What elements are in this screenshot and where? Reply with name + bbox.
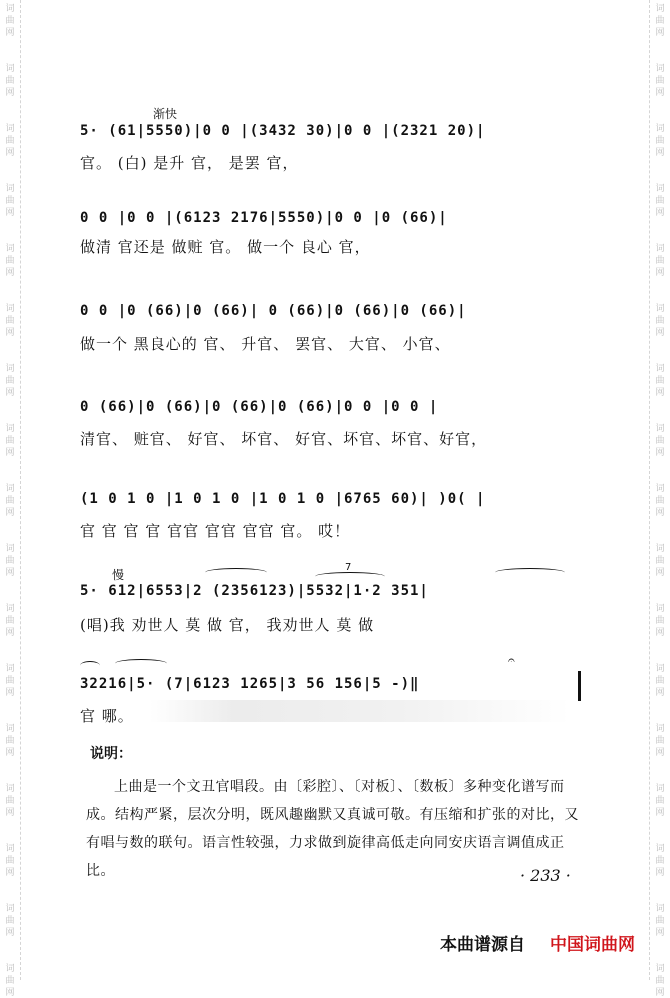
lyrics-line-6: (唱)我 劝世人 莫 做 官， 我劝世人 莫 做: [80, 616, 375, 634]
watermark-glyph: 曲: [655, 856, 665, 866]
watermark-glyph: 曲: [5, 256, 15, 266]
watermark-glyph: 网: [5, 568, 15, 578]
watermark-glyph: 词: [655, 184, 665, 194]
watermark-glyph: 曲: [655, 436, 665, 446]
watermark-glyph: 网: [655, 148, 665, 158]
lyrics-line-2: 做清 官还是 做赃 官。 做一个 良心 官，: [80, 238, 371, 256]
watermark-glyph: 曲: [655, 256, 665, 266]
watermark-glyph: 词: [5, 724, 15, 734]
scan-smudge: [150, 700, 570, 722]
watermark-glyph: 网: [5, 328, 15, 338]
watermark-glyph: 词: [655, 304, 665, 314]
watermark-glyph: 曲: [5, 136, 15, 146]
watermark-glyph: 网: [655, 28, 665, 38]
watermark-glyph: 词: [655, 964, 665, 974]
tempo-marking-slow: 慢: [112, 568, 125, 582]
watermark-glyph: 曲: [5, 556, 15, 566]
watermark-glyph: 词: [655, 844, 665, 854]
tempo-marking-accelerando: 渐快: [153, 107, 178, 121]
watermark-glyph: 曲: [5, 976, 15, 986]
source-label: 本曲谱源自: [440, 935, 525, 955]
watermark-glyph: 曲: [5, 796, 15, 806]
watermark-glyph: 网: [655, 748, 665, 758]
lyrics-line-1: 官。 (白) 是升 官， 是罢 官，: [80, 154, 299, 172]
watermark-glyph: 曲: [5, 916, 15, 926]
watermark-glyph: 曲: [5, 496, 15, 506]
slur-mark: [115, 659, 167, 668]
watermark-glyph: 曲: [655, 496, 665, 506]
source-brand-link[interactable]: 中国词曲网: [550, 935, 635, 955]
watermark-glyph: 曲: [5, 376, 15, 386]
slur-mark: [80, 661, 100, 670]
slur-mark: [205, 568, 267, 577]
watermark-glyph: 曲: [655, 196, 665, 206]
watermark-glyph: 网: [655, 88, 665, 98]
watermark-glyph: 词: [655, 664, 665, 674]
lyrics-line-4: 清官、 赃官、 好官、 坏官、 好官、坏官、坏官、好官，: [80, 430, 488, 448]
notation-line-7: 32216|5· (7|6123 1265|3 56 156|5 -)‖: [80, 676, 420, 692]
watermark-glyph: 网: [5, 868, 15, 878]
tuplet-number: 7: [345, 562, 352, 573]
watermark-glyph: 网: [5, 928, 15, 938]
watermark-glyph: 词: [655, 4, 665, 14]
watermark-glyph: 曲: [5, 616, 15, 626]
watermark-glyph: 词: [5, 544, 15, 554]
watermark-glyph: 词: [655, 544, 665, 554]
watermark-glyph: 网: [5, 148, 15, 158]
watermark-glyph: 词: [5, 964, 15, 974]
watermark-glyph: 曲: [655, 796, 665, 806]
watermark-glyph: 词: [655, 484, 665, 494]
watermark-glyph: 网: [655, 328, 665, 338]
watermark-glyph: 词: [5, 844, 15, 854]
watermark-glyph: 曲: [655, 736, 665, 746]
watermark-glyph: 词: [5, 124, 15, 134]
watermark-glyph: 词: [5, 64, 15, 74]
notation-line-4: 0 (66)|0 (66)|0 (66)|0 (66)|0 0 |0 0 |: [80, 399, 439, 415]
watermark-glyph: 网: [5, 748, 15, 758]
watermark-glyph: 网: [5, 448, 15, 458]
watermark-glyph: 词: [5, 424, 15, 434]
watermark-glyph: 词: [5, 484, 15, 494]
fermata-mark: 𝄐: [508, 653, 515, 667]
watermark-glyph: 网: [5, 508, 15, 518]
watermark-glyph: 词: [655, 64, 665, 74]
slur-mark: [315, 572, 385, 581]
lyrics-line-5: 官 官 官 官 官官 官官 官官 官。 哎！: [80, 522, 351, 540]
watermark-glyph: 词: [655, 784, 665, 794]
notation-line-6: 5· 612|6553|2 (2356123)|5532|1·2 351|: [80, 583, 429, 599]
watermark-glyph: 网: [5, 688, 15, 698]
watermark-glyph: 网: [655, 988, 665, 998]
watermark-glyph: 网: [655, 868, 665, 878]
notes-body: 上曲是一个文丑官唱段。由〔彩腔〕、〔对板〕、〔数板〕多种变化谱写而成。结构严紧，层次分明，既风趣幽默又真诚可敬。有压缩和扩张的对比，又有唱与数的联句。语言性较强，力求做到旋律高低走向同安庆语言调值成正比。: [86, 779, 579, 879]
watermark-glyph: 曲: [5, 196, 15, 206]
notation-line-1: 5· (61|5550)|0 0 |(3432 30)|0 0 |(2321 20)|: [80, 123, 486, 139]
watermark-glyph: 词: [5, 364, 15, 374]
watermark-glyph: 词: [655, 724, 665, 734]
watermark-glyph: 网: [655, 508, 665, 518]
watermark-glyph: 曲: [5, 76, 15, 86]
watermark-glyph: 词: [655, 124, 665, 134]
watermark-glyph: 词: [5, 784, 15, 794]
watermark-glyph: 曲: [655, 976, 665, 986]
watermark-glyph: 网: [5, 28, 15, 38]
lyrics-line-7: 官 哪。: [80, 707, 134, 725]
watermark-glyph: 词: [5, 604, 15, 614]
watermark-glyph: 曲: [655, 316, 665, 326]
watermark-glyph: 曲: [5, 436, 15, 446]
watermark-glyph: 网: [5, 268, 15, 278]
watermark-glyph: 曲: [5, 856, 15, 866]
watermark-glyph: 网: [5, 388, 15, 398]
watermark-glyph: 曲: [655, 16, 665, 26]
watermark-glyph: 网: [655, 928, 665, 938]
slur-mark: [495, 568, 565, 577]
watermark-glyph: 词: [5, 184, 15, 194]
notes-heading: 说明：: [90, 746, 132, 762]
notation-line-2: 0 0 |0 0 |(6123 2176|5550)|0 0 |0 (66)|: [80, 210, 448, 226]
watermark-glyph: 曲: [655, 676, 665, 686]
watermark-glyph: 词: [5, 904, 15, 914]
watermark-glyph: 词: [655, 604, 665, 614]
watermark-glyph: 曲: [655, 136, 665, 146]
notation-line-3: 0 0 |0 (66)|0 (66)| 0 (66)|0 (66)|0 (66)|: [80, 303, 467, 319]
watermark-glyph: 网: [655, 208, 665, 218]
right-margin-watermark: [649, 0, 670, 998]
page-number: · 233 ·: [520, 866, 571, 885]
final-barline: [578, 671, 581, 701]
watermark-glyph: 曲: [655, 556, 665, 566]
watermark-glyph: 曲: [5, 676, 15, 686]
watermark-glyph: 曲: [5, 316, 15, 326]
watermark-glyph: 网: [655, 628, 665, 638]
watermark-glyph: 词: [5, 664, 15, 674]
watermark-glyph: 曲: [655, 916, 665, 926]
watermark-glyph: 词: [655, 904, 665, 914]
watermark-glyph: 词: [5, 244, 15, 254]
watermark-glyph: 曲: [655, 76, 665, 86]
watermark-glyph: 网: [5, 808, 15, 818]
watermark-glyph: 词: [5, 4, 15, 14]
watermark-glyph: 网: [655, 268, 665, 278]
watermark-glyph: 词: [655, 424, 665, 434]
watermark-glyph: 曲: [655, 616, 665, 626]
watermark-glyph: 网: [655, 388, 665, 398]
left-margin-watermark: [0, 0, 21, 998]
watermark-glyph: 网: [655, 808, 665, 818]
watermark-glyph: 网: [655, 448, 665, 458]
watermark-glyph: 网: [655, 568, 665, 578]
watermark-glyph: 网: [655, 688, 665, 698]
watermark-glyph: 曲: [5, 16, 15, 26]
lyrics-line-3: 做一个 黑良心的 官、 升官、 罢官、 大官、 小官、: [80, 335, 451, 353]
watermark-glyph: 词: [655, 244, 665, 254]
watermark-glyph: 曲: [655, 376, 665, 386]
watermark-glyph: 网: [5, 988, 15, 998]
watermark-glyph: 词: [655, 364, 665, 374]
notation-line-5: (1 0 1 0 |1 0 1 0 |1 0 1 0 |6765 60)| )0( |: [80, 491, 486, 507]
watermark-glyph: 网: [5, 88, 15, 98]
watermark-glyph: 网: [5, 628, 15, 638]
watermark-glyph: 词: [5, 304, 15, 314]
watermark-glyph: 网: [5, 208, 15, 218]
watermark-glyph: 曲: [5, 736, 15, 746]
